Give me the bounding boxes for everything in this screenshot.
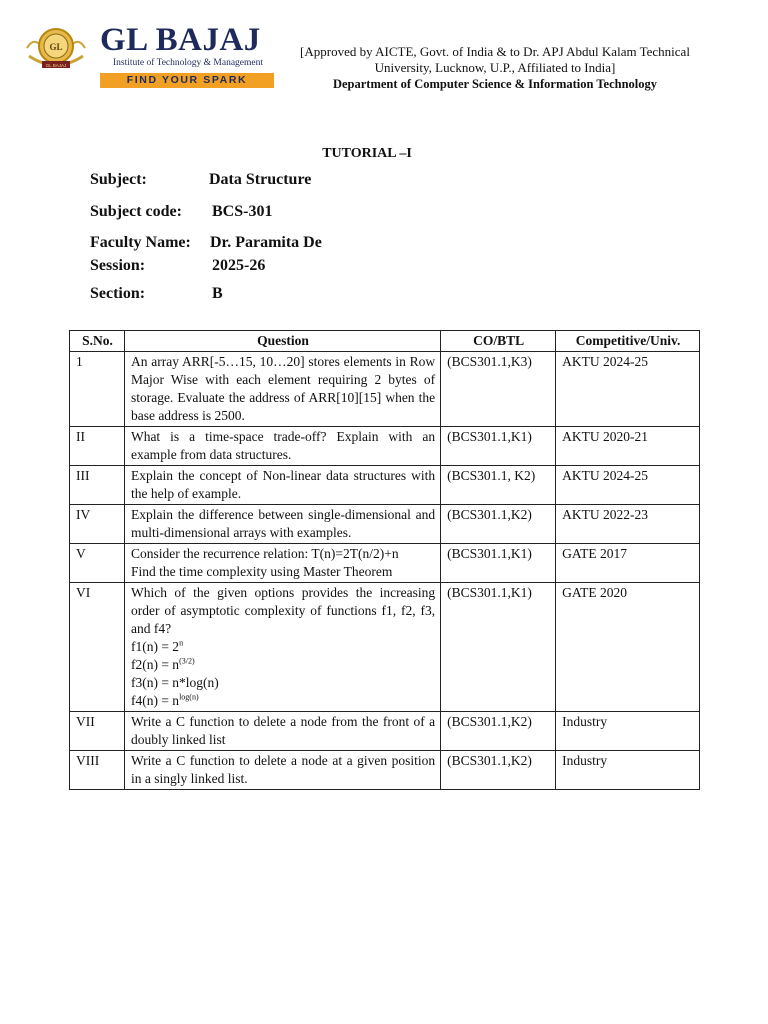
function-f4-exponent: log(n) [179, 692, 199, 702]
cell-co-btl: (BCS301.1,K2) [441, 751, 556, 790]
cell-question: Explain the concept of Non-linear data structures with the help of example. [124, 466, 440, 505]
function-f2-exponent: (3/2) [179, 656, 195, 666]
approval-line-2: University, Lucknow, U.P., Affiliated to India] [374, 60, 616, 75]
cell-source: GATE 2020 [556, 583, 700, 712]
approval-text [300, 44, 690, 92]
function-f2-base: f2(n) = n [130, 657, 180, 672]
cell-co-btl: (BCS301.1,K3) [441, 352, 556, 427]
header-competitive-univ: Competitive/Univ. [556, 331, 700, 352]
cell-co-btl: (BCS301.1,K2) [441, 505, 556, 544]
cell-sno: VIII [70, 751, 125, 790]
cell-co-btl: (BCS301.1,K1) [441, 544, 556, 583]
function-f4 [131, 692, 435, 710]
institute-seal-logo [25, 26, 87, 72]
cell-source: AKTU 2024-25 [556, 352, 700, 427]
subject-code-value: BCS-301 [212, 203, 273, 220]
function-f1-base: f1(n) = 2 [130, 639, 180, 654]
cell-co-btl: (BCS301.1,K1) [441, 583, 556, 712]
subject-code-label: Subject code: [90, 203, 182, 220]
department-name: Department of Computer Science & Information Technology [332, 77, 658, 91]
session-value: 2025-26 [212, 257, 266, 274]
cell-co-btl: (BCS301.1,K1) [441, 427, 556, 466]
svg-text:GL BAJAJ: GL BAJAJ [45, 63, 67, 68]
cell-sno: II [70, 427, 125, 466]
cell-question [124, 544, 440, 583]
cell-co-btl: (BCS301.1, K2) [441, 466, 556, 505]
table-row [70, 712, 700, 751]
cell-source: Industry [556, 712, 700, 751]
cell-question: An array ARR[-5…15, 10…20] stores elements in Row Major Wise with each element requiring 2 bytes of storage. Evaluate the address of ARR[10][15] when the base address is 2500. [124, 352, 440, 427]
question-text-part-1: Consider the recurrence relation: T(n)=2T(n/2)+n [130, 546, 399, 561]
cell-source: AKTU 2020-21 [556, 427, 700, 466]
question-text: Which of the given options provides the increasing order of asymptotic complexity of functions f1, f2, f3, and f4? [130, 585, 436, 636]
subject-label: Subject: [90, 171, 147, 188]
cell-co-btl: (BCS301.1,K2) [441, 712, 556, 751]
brand-subtitle: Institute of Technology & Management [112, 58, 264, 68]
function-f1 [131, 638, 435, 656]
table-row [70, 352, 700, 427]
brand-tagline: FIND YOUR SPARK [100, 73, 274, 88]
table-header-row [70, 331, 700, 352]
faculty-value: Dr. Paramita De [210, 234, 322, 251]
function-f1-exponent: n [179, 638, 184, 648]
cell-sno: VII [70, 712, 125, 751]
table-row [70, 505, 700, 544]
function-f4-base: f4(n) = n [130, 693, 180, 708]
session-label: Session: [90, 257, 146, 274]
letterhead [0, 0, 768, 100]
cell-question: Explain the difference between single-dimensional and multi-dimensional arrays with examples. [124, 505, 440, 544]
table-row [70, 427, 700, 466]
section-label: Section: [90, 285, 146, 302]
cell-source: Industry [556, 751, 700, 790]
table-row [70, 466, 700, 505]
header-co-btl: CO/BTL [441, 331, 556, 352]
header-sno: S.No. [70, 331, 125, 352]
brand-name: GL BAJAJ [100, 22, 261, 58]
cell-question: Write a C function to delete a node at a given position in a singly linked list. [124, 751, 440, 790]
cell-sno: V [70, 544, 125, 583]
cell-sno: IV [70, 505, 125, 544]
cell-source: AKTU 2022-23 [556, 505, 700, 544]
cell-sno: VI [70, 583, 125, 712]
faculty-label: Faculty Name: [90, 234, 191, 251]
questions-table [69, 330, 700, 790]
function-f3: f3(n) = n*log(n) [130, 675, 219, 690]
document-title: TUTORIAL –I [322, 146, 412, 161]
subject-value: Data Structure [209, 171, 312, 188]
cell-question: What is a time-space trade-off? Explain with an example from data structures. [124, 427, 440, 466]
table-row [70, 583, 700, 712]
cell-sno: 1 [70, 352, 125, 427]
table-row [70, 751, 700, 790]
cell-question [124, 583, 440, 712]
svg-text:GL: GL [49, 42, 63, 52]
question-text-part-2: Find the time complexity using Master Theorem [130, 564, 393, 579]
cell-question: Write a C function to delete a node from the front of a doubly linked list [124, 712, 440, 751]
section-value: B [212, 285, 223, 302]
header-question: Question [124, 331, 440, 352]
cell-source: GATE 2017 [556, 544, 700, 583]
cell-source: AKTU 2024-25 [556, 466, 700, 505]
cell-sno: III [70, 466, 125, 505]
table-row [70, 544, 700, 583]
function-f2 [131, 656, 435, 674]
approval-line-1: [Approved by AICTE, Govt. of India & to Dr. APJ Abdul Kalam Technical [300, 44, 690, 59]
